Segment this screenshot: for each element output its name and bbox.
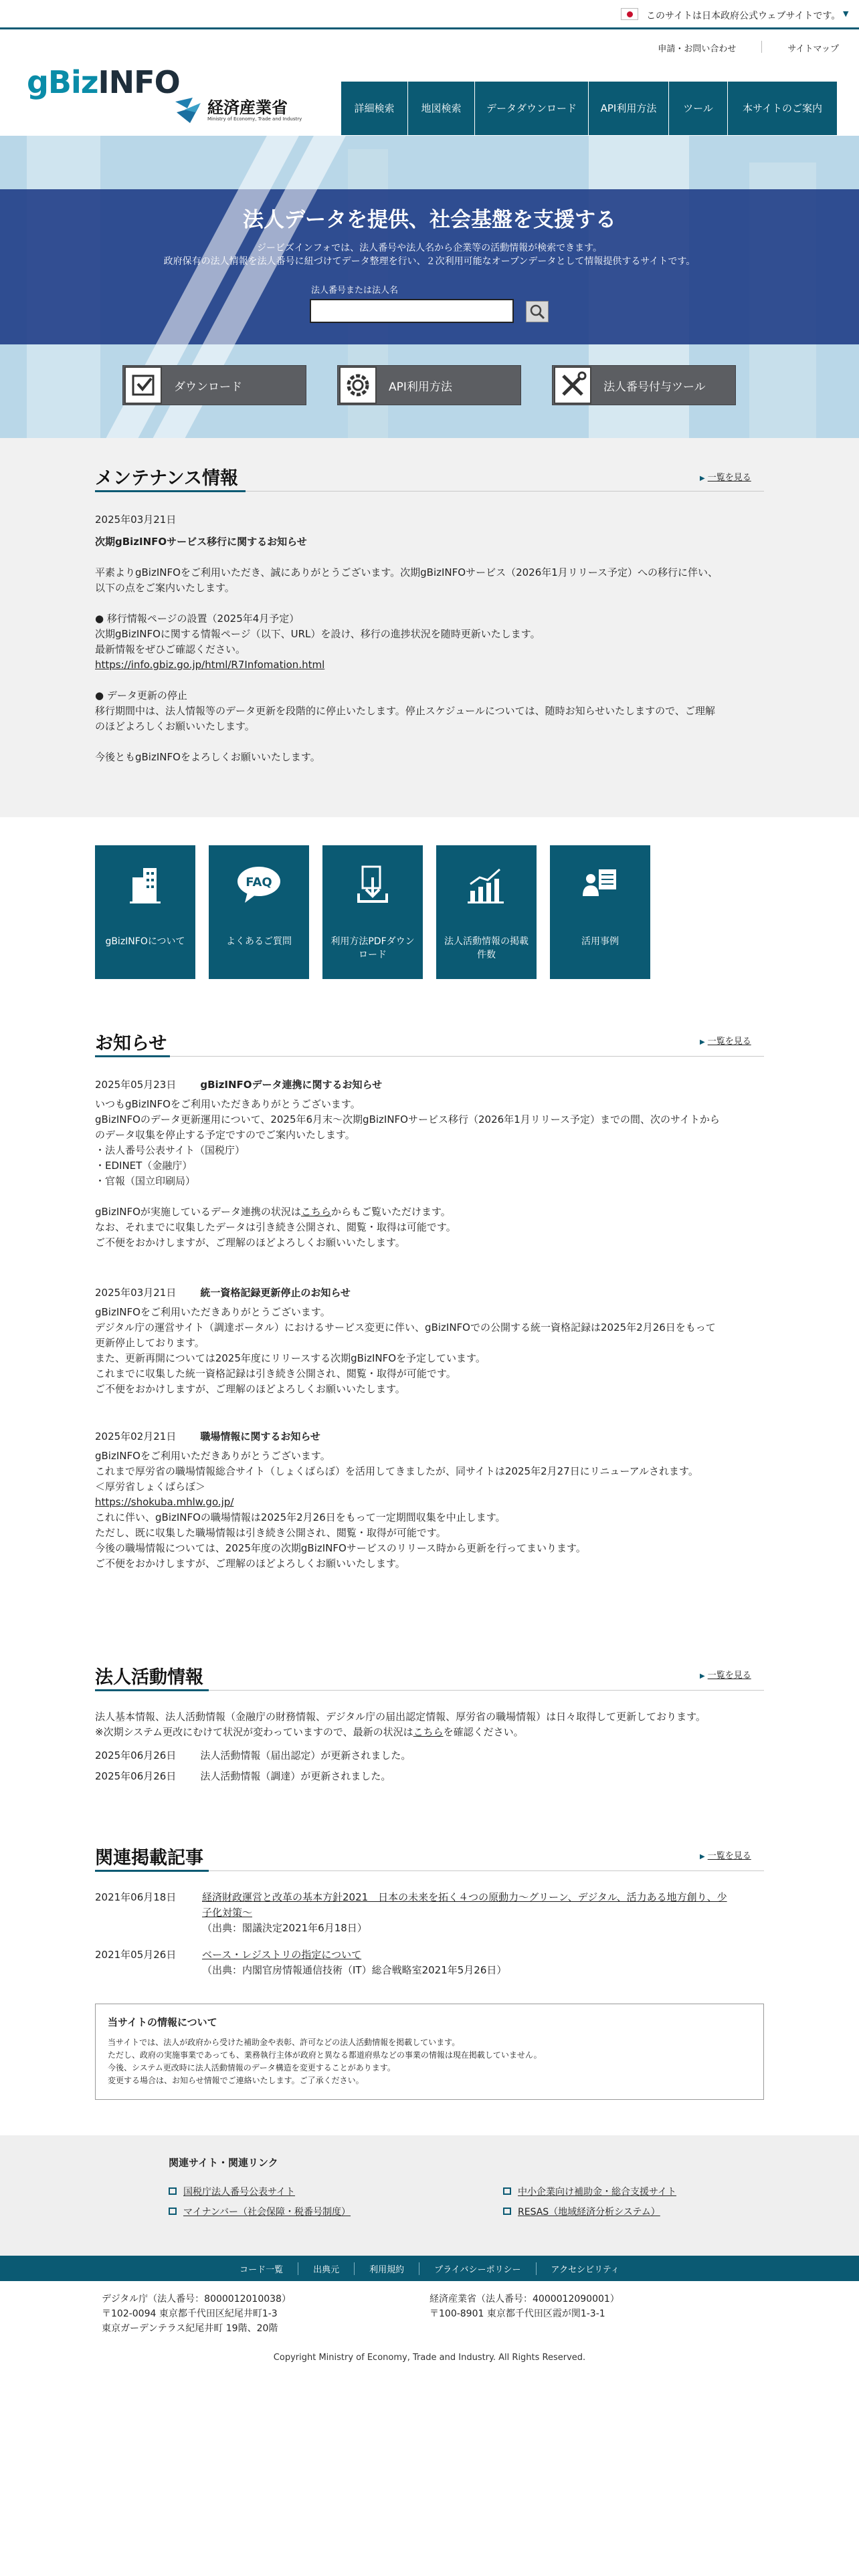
footer-link-sme-support[interactable]: 中小企業向け補助金・総合支援サイト — [503, 2185, 676, 2198]
news-item: 2025年03月21日 統一資格記録更新停止のお知らせ gBizINFOをご利用いただきありがとうございます。 デジタル庁の運営サイト（調達ポータル）におけるサービス変更に伴い、gBizINFOでの公開する統一資格記録は2025年2月26日をもって 更新停止しております。 また、更新再開については2025年度にリリースする次期gBizINFOを予定しています。 これまでに収集した統一資格記録は引き続き公開され、閲覧・取得が可能です。 ご不便をおかけしますが、ご理解のほどよろしくお願いいたします。 — [95, 1287, 716, 1395]
footer-navigation — [0, 2256, 859, 2281]
site-info-title: 当サイトの情報について — [108, 2016, 217, 2028]
tools-icon — [554, 366, 591, 404]
footer-nav-sources[interactable]: 出典元 — [298, 2262, 355, 2275]
activity-body: 法人基本情報、法人活動情報（金融庁の財務情報、デジタル庁の届出認定情報、厚労省の職場情報）は日々取得して更新しております。 ※次期システム更改にむけて状況が変わっていますので、最新の状況はこちらを確認ください。 2025年06月26日 法人活動情報（届出認定）が更新されました。 2025年06月26日 法人活動情報（調達）が更新されました。 — [95, 1709, 764, 1784]
news-item: 2025年05月23日 gBizINFOデータ連携に関するお知らせ いつもgBizINFOをご利用いただきありがとうございます。 gBizINFOのデータ更新運用について、2025年6月末～次期gBizINFOサービス移行（2026年1月リリース予定）までの間、次のサイトから のデータ収集を停止する予定ですのでご案内いたします。 ・法人番号公表サイト（国税庁） ・EDINET（金融庁） ・官報（国立印刷局） gBizINFOが実施しているデータ連携の状況はこちらからもご覧いただけます。 なお、それまでに収集したデータは引き続き公開され、閲覧・取得は可能です。 ご不便をおかけしますが、ご理解のほどよろしくお願いいたします。 — [95, 1079, 720, 1249]
footer-nav-accessibility[interactable]: アクセシビリティ — [551, 2264, 619, 2275]
download-button-label: ダウンロード — [174, 380, 242, 394]
maintenance-section — [0, 438, 859, 817]
nav-site-guide[interactable]: 本サイトのご案内 — [728, 82, 838, 135]
svg-text:FAQ: FAQ — [246, 875, 272, 889]
news-section — [0, 1016, 859, 1605]
nav-data-download[interactable]: データダウンロード — [475, 82, 589, 135]
related-links-title: 関連サイト・関連リンク — [169, 2157, 278, 2169]
divider — [95, 490, 246, 492]
search-label: 法人番号または法人名 — [311, 286, 399, 296]
maintenance-headline: 次期gBizINFOサービス移行に関するお知らせ — [95, 536, 307, 548]
meti-address: 経済産業省（法人番号：4000012090001） 〒100-8901 東京都千代田区霞が関1-3-1 — [430, 2294, 619, 2319]
triangle-right-icon: ▶ — [700, 1039, 705, 1046]
activity-row: 2025年06月26日 法人活動情報（調達）が更新されました。 — [95, 1770, 391, 1782]
tile-label: 活用事例 — [581, 936, 619, 947]
tile-usage-pdf-download[interactable] — [322, 845, 423, 979]
meti-logo[interactable] — [173, 95, 302, 126]
meti-english-name: Ministry of Economy, Trade and Industry — [207, 116, 302, 122]
search-button[interactable] — [526, 301, 549, 322]
related-article-link[interactable]: 経済財政運営と改革の基本方針2021 日本の未来を拓く４つの原動力～グリーン、デジタル、活力ある地方創り、少 — [202, 1891, 727, 1903]
corporate-search-input[interactable] — [310, 299, 514, 323]
triangle-right-icon: ▶ — [700, 1673, 705, 1680]
japan-flag-icon — [621, 8, 638, 20]
external-window-icon — [503, 2187, 511, 2195]
meti-name: 経済産業省 — [207, 98, 288, 117]
external-window-icon — [503, 2208, 511, 2215]
download-icon — [124, 366, 162, 404]
triangle-right-icon: ▶ — [700, 475, 705, 482]
footer-nav-terms[interactable]: 利用規約 — [355, 2262, 419, 2275]
download-button[interactable] — [122, 365, 306, 405]
main-navigation — [341, 82, 838, 135]
sitemap-link[interactable]: サイトマップ — [787, 44, 839, 54]
site-info-box — [95, 2004, 764, 2100]
site-info-text: 当サイトでは、法人が政府から受けた補助金や表彰、許可などの法人活動情報を掲載しています。 ただし、政府の実施事業であっても、業務執行主体が政府と異なる都道府県などの事業の情報は現在掲載していません。 今後、システム更改時に法人活動情報のデータ構造を変更することがあります。 変更する場合は、お知らせ情報でご連絡いたします。ご了承ください。 — [108, 2038, 542, 2085]
nav-api-usage[interactable]: API利用方法 — [589, 82, 669, 135]
tile-activity-counts[interactable] — [436, 845, 537, 979]
tile-label: gBizINFOについて — [105, 936, 185, 947]
news-title: お知らせ — [95, 1033, 167, 1054]
presentation-icon — [580, 864, 620, 905]
migration-info-link[interactable]: https://info.gbiz.go.jp/html/R7Infomation.html — [95, 659, 325, 671]
bar-chart-icon — [466, 864, 506, 905]
government-notice-bar — [0, 0, 859, 29]
news-headline: 職場情報に関するお知らせ — [200, 1430, 320, 1442]
footer-nav-privacy[interactable]: プライバシーポリシー — [419, 2262, 536, 2275]
gbizinfo-logo[interactable]: gBizINFO — [27, 64, 180, 100]
maintenance-title: メンテナンス情報 — [95, 468, 238, 489]
building-icon — [128, 864, 162, 905]
footer-nav-code-list[interactable]: コード一覧 — [225, 2262, 298, 2275]
maintenance-body: 2025年03月21日 次期gBizINFOサービス移行に関するお知らせ 平素よりgBizINFOをご利用いただき、誠にありがとうございます。次期gBizINFOサービス（2026年1月リリース予定）への移行に伴い、 以下の点をご案内いたします。 ● 移行情報ページの設置（2025年4月予定） 次期gBizINFOに関する情報ページ（以下、URL）を設け、移行の進捗状況を随時更新いたします。 最新情報をぜひご確認ください。 https://info.gbiz.go.jp/html/R7Infomation.html ● データ更新の停止 移行期間中は、法人情報等のデータ更新を段階的に停止いたします。停止スケジュールについては、随時お知らせいたしますので、ご理解 のほどよろしくお願いいたします。 今後ともgBizINFOをよろしくお願いいたします。 — [95, 512, 764, 765]
triangle-right-icon: ▶ — [700, 1853, 705, 1860]
tile-label: 利用方法PDFダウンロード — [330, 936, 415, 960]
quick-links-tiles — [0, 845, 859, 979]
activity-title: 法人活動情報 — [95, 1667, 203, 1688]
external-window-icon — [169, 2208, 177, 2215]
faq-icon — [235, 864, 282, 905]
tile-label: 法人活動情報の掲載件数 — [444, 936, 529, 960]
activity-more-link[interactable]: ▶ 一覧を見る — [700, 1671, 751, 1681]
related-title: 関連掲載記事 — [95, 1848, 203, 1868]
activity-row: 2025年06月26日 法人活動情報（届出認定）が更新されました。 — [95, 1749, 411, 1761]
maintenance-more-link[interactable]: ▶ 一覧を見る — [700, 473, 751, 483]
meti-mark-icon — [173, 95, 203, 126]
nav-detailed-search[interactable]: 詳細検索 — [341, 82, 408, 135]
footer-link-nta[interactable]: 国税庁法人番号公表サイト — [169, 2185, 295, 2198]
divider — [761, 41, 762, 53]
news-more-link[interactable]: ▶ 一覧を見る — [700, 1037, 751, 1047]
maintenance-date: 2025年03月21日 — [95, 514, 177, 526]
header-sublinks — [658, 39, 839, 57]
activity-section — [0, 1652, 859, 1799]
divider — [95, 1689, 209, 1691]
tile-about-gbizinfo[interactable] — [95, 845, 195, 979]
gear-icon — [339, 366, 377, 404]
digital-agency-address: デジタル庁（法人番号：8000012010038） 〒102-0094 東京都千代田区紀尾井町1-3 東京ガーデンテラス紀尾井町 19階、20階 — [102, 2294, 291, 2334]
shokuba-link[interactable]: https://shokuba.mhlw.go.jp/ — [95, 1496, 234, 1508]
related-more-link[interactable]: ▶ 一覧を見る — [700, 1851, 751, 1861]
news-headline: gBizINFOデータ連携に関するお知らせ — [200, 1079, 383, 1091]
news-date: 2025年02月21日 — [95, 1430, 177, 1442]
hero-title: 法人データを提供、社会基盤を支援する — [243, 208, 616, 232]
tile-use-cases[interactable] — [550, 845, 650, 979]
news-headline: 統一資格記録更新停止のお知らせ — [200, 1287, 351, 1299]
external-window-icon — [169, 2187, 177, 2195]
contact-link[interactable]: 申請・お問い合わせ — [658, 44, 737, 54]
corporate-number-tool-button[interactable] — [552, 365, 736, 405]
pdf-download-icon — [356, 864, 389, 905]
tile-faq[interactable] — [209, 845, 309, 979]
hero-description: ジービズインフォでは、法人番号や法人名から企業等の活動情報が検索できます。 政府保有の法人情報を法人番号に紐づけてデータ整理を行い、２次利用可能なオープンデータとして情報提供するサイトです。 — [163, 243, 696, 267]
related-links-area — [0, 2135, 859, 2256]
hero-banner — [0, 136, 859, 438]
data-link-status-link[interactable]: こちら — [300, 1206, 331, 1218]
related-article-link[interactable]: 子化対策～ — [202, 1907, 253, 1919]
government-notice-text: このサイトは日本政府公式ウェブサイトです。 — [646, 11, 841, 21]
news-date: 2025年03月21日 — [95, 1287, 177, 1299]
api-usage-button[interactable] — [337, 365, 521, 405]
divider — [95, 1870, 209, 1872]
nav-map-search[interactable]: 地図検索 — [408, 82, 475, 135]
news-date: 2025年05月23日 — [95, 1079, 177, 1091]
search-icon — [527, 302, 548, 322]
tile-label: よくあるご質問 — [226, 936, 292, 947]
footer-link-mynumber[interactable]: マイナンバー（社会保障・税番号制度） — [169, 2205, 351, 2218]
corporate-number-tool-label: 法人番号付与ツール — [603, 380, 706, 394]
nav-tools[interactable]: ツール — [669, 82, 728, 135]
copyright: Copyright Ministry of Economy, Trade and Industry. All Rights Reserved. — [273, 2353, 586, 2363]
related-articles-section: 関連掲載記事 ▶ 一覧を見る 2021年06月18日 経済財政運営と改革の基本方針2021 日本の未来を拓く４つの原動力～グリーン、デジタル、活力ある地方創り、少 子化対策～ （出典：閣議決定2021年6月18日） 2021年05月26日 ベース・レジストリの指定について （出典：内閣官房情報通信技術（IT）総合戦略室2021年5月26日） 当サイトの情報について 当サイトでは、法人が政府から受けた補助金や表彰、許可などの法人活動情報を掲載しています。 ただし、政府の実施事業であっても、業務執行主体が政府と異なる都道府県などの事業の情報は現在掲載していません。 今後、システム更改時に法人活動情報のデータ構造を変更することがあります。 変更する場合は、お知らせ情報でご連絡いたします。ご了承ください。 — [0, 1832, 859, 2113]
api-usage-button-label: API利用方法 — [389, 380, 452, 394]
divider — [95, 1055, 170, 1057]
triangle-down-icon[interactable]: ▼ — [843, 9, 849, 18]
divider — [95, 1056, 764, 1057]
related-article-link[interactable]: ベース・レジストリの指定について — [202, 1949, 362, 1961]
status-link[interactable]: こちら — [413, 1726, 444, 1738]
news-item: 2025年02月21日 職場情報に関するお知らせ gBizINFOをご利用いただきありがとうございます。 これまで厚労省の職場情報総合サイト（しょくばらぼ）を活用してきましたが、同サイトは2025年2月27日にリニューアルされます。 ＜厚労省しょくばらぼ＞ https://shokuba.mhlw.go.jp/ これに伴い、gBizINFOの職場情報は2025年2月26日をもって一定期間収集を中止します。 ただし、既に収集した職場情報は引き続き公開され、閲覧・取得が可能です。 今後の職場情報については、2025年度の次期gBizINFOサービスのリリース時から更新を行ってまいります。 ご不便をおかけしますが、ご理解のほどよろしくお願いいたします。 — [95, 1429, 764, 1572]
footer-link-resas[interactable]: RESAS（地域経済分析システム） — [503, 2205, 660, 2218]
